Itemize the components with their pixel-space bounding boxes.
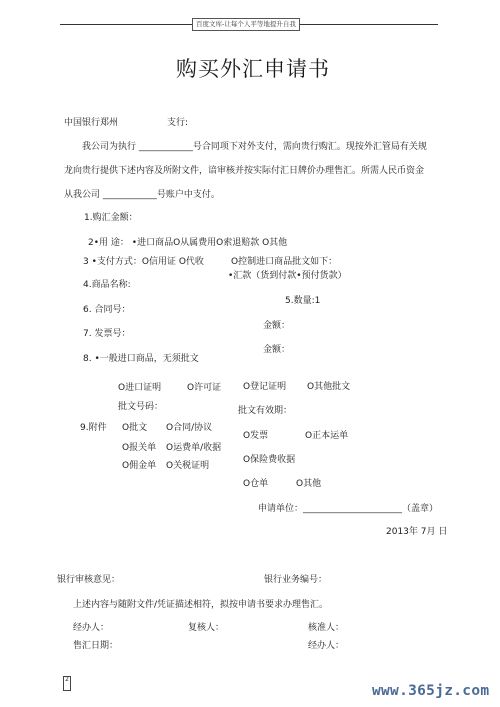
att-insurance: O保险费收据 bbox=[243, 455, 296, 465]
bank-approver: 核准人： bbox=[308, 623, 345, 633]
att-other: O其他 bbox=[296, 479, 322, 489]
item-goods: 4.商品名称: bbox=[83, 280, 131, 290]
att-warehouse: O仓单 bbox=[243, 479, 269, 489]
bank-serial: 银行业务编号： bbox=[264, 575, 328, 585]
intro-line-2: 龙向贵行提供下述内容及所附文件，谙审核并按实际付汇日牌价办理售汇。所需人民币资金 bbox=[64, 166, 425, 176]
att-contract: O合同/协议 bbox=[166, 423, 213, 433]
att-label: 9.附件 bbox=[80, 423, 107, 433]
applicant-line: 申请单位：______________________（盖章） bbox=[258, 504, 439, 514]
bank-sale-date: 售汇日期： bbox=[73, 641, 119, 651]
att-bill: O正本运单 bbox=[305, 431, 349, 441]
item-general: 8. •一般进口商品，无须批文 bbox=[83, 354, 199, 364]
watermark: www.365jz.com bbox=[372, 683, 490, 699]
att-approval: O批文 bbox=[122, 423, 148, 433]
att-license: O许可证 bbox=[187, 383, 222, 393]
item-amount-a: 金额： bbox=[263, 321, 291, 331]
item-amount-b: 金额： bbox=[263, 345, 291, 355]
att-commission: O佣金单 bbox=[122, 461, 157, 471]
att-import-cert: O进口证明 bbox=[118, 383, 162, 393]
item-method-remit: •汇款（货到付款•预付货款） bbox=[228, 271, 347, 281]
item-quantity: 5.数量:1 bbox=[285, 296, 321, 306]
bank-handler: 经办人： bbox=[73, 623, 110, 633]
page-title: 购买外汇申请书 bbox=[176, 57, 330, 81]
att-customs: O报关单 bbox=[122, 443, 157, 453]
item-purpose: 2•用 途： •进口商品O从属费用O索退赔款 O其他 bbox=[88, 238, 288, 248]
item-amount: 1.购汇金额： bbox=[84, 213, 138, 223]
addressee-bank: 中国银行郑州 bbox=[64, 118, 119, 128]
item-method-control: O控制进口商品批文如下： bbox=[231, 257, 338, 267]
bank-handler-2: 经办人： bbox=[308, 641, 345, 651]
intro-line-3: 从我公司 ____________号账户中支付。 bbox=[64, 190, 220, 200]
att-invoice: O发票 bbox=[243, 431, 269, 441]
att-doc-valid: 批文有效期： bbox=[238, 406, 293, 416]
att-doc-no: 批文号码： bbox=[118, 402, 164, 412]
addressee-branch: 支行: bbox=[167, 118, 189, 128]
bank-checker: 复核人： bbox=[188, 623, 225, 633]
application-date: 2013年 7月 日 bbox=[386, 527, 448, 537]
item-method: 3 •支付方式：O信用证 O代收 bbox=[83, 257, 204, 267]
att-other-doc: O其他批文 bbox=[307, 382, 351, 392]
bank-review: 银行审核意见： bbox=[57, 575, 121, 585]
att-register-cert: O登记证明 bbox=[243, 382, 287, 392]
item-contract: 6. 合同号： bbox=[83, 305, 131, 315]
att-freight: O运费单/收据 bbox=[166, 443, 222, 453]
page-mark: 2 bbox=[63, 676, 71, 691]
bank-statement: 上述内容与随附文件/凭证描述相符，拟按申请书要求办理售汇。 bbox=[73, 600, 329, 610]
header-banner: 百度文库-让每个人平等地提升自我 bbox=[192, 18, 300, 31]
item-invoice: 7. 发票号： bbox=[83, 329, 131, 339]
intro-line-1: 我公司为执行 ____________号合同项下对外支付，需向贵行购汇。现按外汇管局有关规 bbox=[82, 142, 427, 152]
att-tax: O关税证明 bbox=[166, 461, 210, 471]
